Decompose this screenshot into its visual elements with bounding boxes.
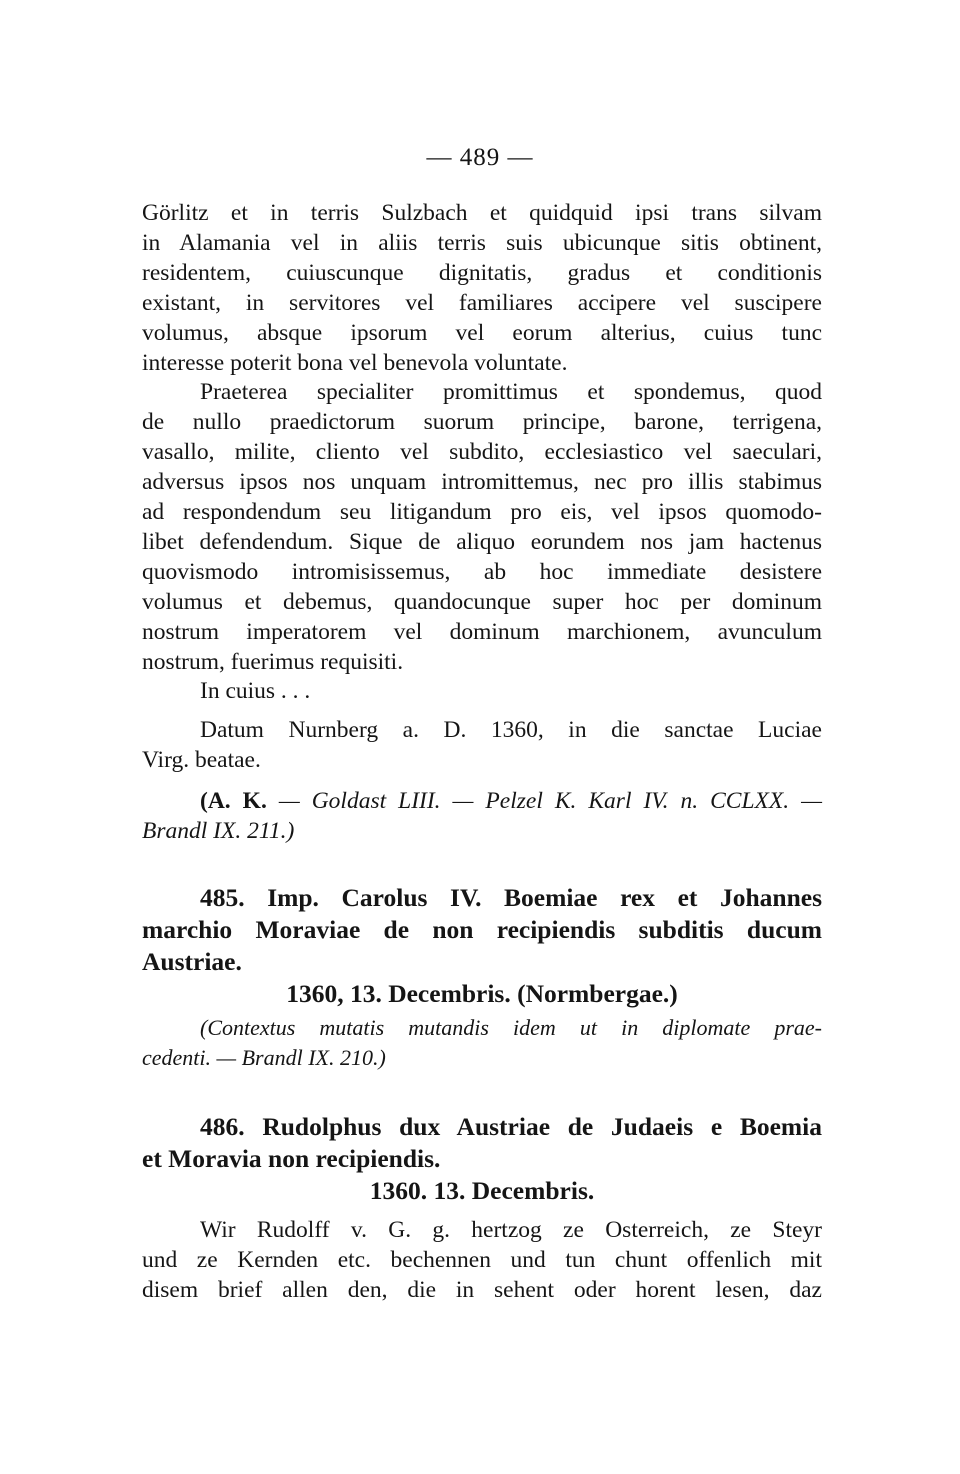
paragraph-2 bbox=[142, 377, 822, 677]
text-line: und ze Kernden etc. bechennen und tun chunt offenlich mit bbox=[142, 1247, 822, 1273]
text-line: adversus ipsos nos unquam intromittemus, nec pro illis stabimus bbox=[142, 469, 822, 495]
text-line: Datum Nurnberg a. D. 1360, in die sanctae Luciae bbox=[200, 717, 822, 743]
note-line: (Contextus mutatis mutandis idem ut in diplomate prae- bbox=[200, 1015, 822, 1040]
text-line: In cuius . . . bbox=[200, 678, 311, 704]
text-line: disem brief allen den, die in sehent oder horent lesen, daz bbox=[142, 1277, 822, 1303]
text-line: de nullo praedictorum suorum principe, barone, terrigena, bbox=[142, 409, 822, 435]
text-line: nostrum, fuerimus requisiti. bbox=[142, 649, 404, 675]
heading-line: 486. Rudolphus dux Austriae de Judaeis e Boemia bbox=[200, 1112, 822, 1141]
paragraph-1 bbox=[142, 198, 822, 378]
text-line: Praeterea specialiter promittimus et spondemus, quod bbox=[200, 379, 822, 405]
citation-line: Brandl IX. 211.) bbox=[142, 818, 295, 844]
text-line: interesse poterit bona vel benevola voluntate. bbox=[142, 350, 568, 376]
doc-485-heading bbox=[142, 882, 822, 1010]
note-line: cedenti. — Brandl IX. 210.) bbox=[142, 1045, 386, 1070]
doc-485-note bbox=[142, 1013, 822, 1073]
heading-line: 485. Imp. Carolus IV. Boemiae rex et Johannes bbox=[200, 883, 822, 912]
source-citation bbox=[142, 786, 822, 846]
citation-line bbox=[142, 786, 822, 816]
text-line: Görlitz et in terris Sulzbach et quidquid ipsi trans silvam bbox=[142, 200, 822, 226]
citation-ak: (A. K. bbox=[200, 788, 267, 814]
datum bbox=[142, 715, 822, 775]
doc-486-heading bbox=[142, 1111, 822, 1207]
citation-refs: — Goldast LIII. — Pelzel K. Karl IV. n. CCLXX. — bbox=[278, 788, 823, 814]
text-line: residentem, cuiuscunque dignitatis, gradus et conditionis bbox=[142, 260, 822, 286]
doc-486-text bbox=[142, 1215, 822, 1305]
text-line: volumus, absque ipsorum vel eorum alterius, cuius tunc bbox=[142, 320, 822, 346]
text-line: volumus et debemus, quandocunque super hoc per dominum bbox=[142, 589, 822, 615]
text-line: existant, in servitores vel familiares accipere vel suscipere bbox=[142, 290, 822, 316]
text-line: libet defendendum. Sique de aliquo eorundem nos jam hactenus bbox=[142, 529, 822, 555]
text-line: Virg. beatae. bbox=[142, 747, 261, 773]
heading-line: marchio Moraviae de non recipiendis subditis ducum bbox=[142, 915, 822, 944]
text-line: ad respondendum seu litigandum pro eis, vel ipsos quomodo- bbox=[142, 499, 822, 525]
text-line: Wir Rudolff v. G. g. hertzog ze Osterreich, ze Steyr bbox=[200, 1217, 822, 1243]
page-number: — 489 — bbox=[426, 144, 534, 171]
doc-485-date: 1360, 13. Decembris. (Normbergae.) bbox=[286, 979, 678, 1008]
text-line: nostrum imperatorem vel dominum marchionem, avunculum bbox=[142, 619, 822, 645]
doc-486-date: 1360. 13. Decembris. bbox=[369, 1176, 595, 1205]
text-line: quovismodo intromisissemus, ab hoc immediate desistere bbox=[142, 559, 822, 585]
text-line: in Alamania vel in aliis terris suis ubicunque sitis obtinent, bbox=[142, 230, 822, 256]
in-cuius bbox=[142, 676, 822, 706]
heading-line: Austriae. bbox=[142, 947, 242, 976]
heading-line: et Moravia non recipiendis. bbox=[142, 1144, 441, 1173]
text-line: vasallo, milite, cliento vel subdito, ecclesiastico vel saeculari, bbox=[142, 439, 822, 465]
